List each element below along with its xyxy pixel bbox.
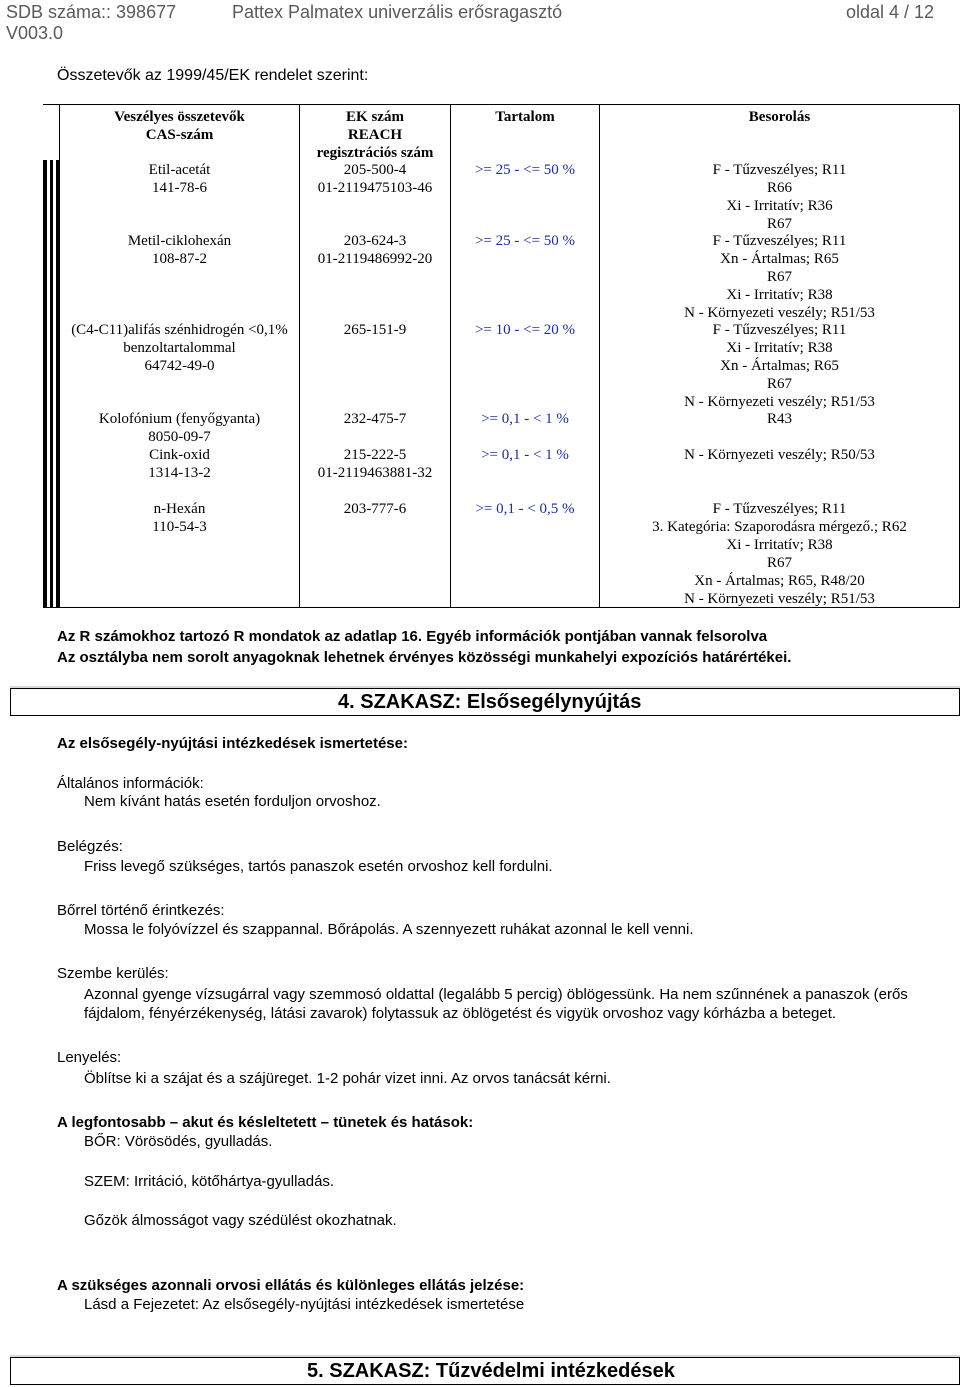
row-1-class bbox=[600, 161, 959, 233]
note-r-phrases: Az R számokhoz tartozó R mondatok az adatlap 16. Egyéb információk pontjában vannak felsorolva bbox=[57, 628, 768, 645]
eye-contact-text-2: fájdalom, fényérzékenység, látási zavarok) folytassuk az öblögetést és vigyük orvoshoz vagy kórházba a beteget. bbox=[84, 1005, 837, 1022]
row-4-ek bbox=[300, 410, 450, 428]
ingestion-label: Lenyelés: bbox=[57, 1049, 122, 1066]
cell-line: benzoltartalommal bbox=[123, 340, 236, 356]
row-6-ek bbox=[300, 500, 450, 518]
cell-line: 205-500-4 bbox=[343, 162, 407, 178]
cell-line: 203-624-3 bbox=[343, 233, 407, 249]
cell-line: F - Tűzveszélyes; R11 bbox=[712, 233, 847, 249]
cell-line: 203-777-6 bbox=[343, 501, 407, 517]
header-ek bbox=[300, 108, 450, 162]
cell-line: 141-78-6 bbox=[152, 180, 207, 196]
row-2-name bbox=[60, 232, 299, 268]
cell-line: Xi - Irritatív; R38 bbox=[726, 340, 833, 356]
row-5-ek bbox=[300, 446, 450, 482]
cell-line: N - Környezeti veszély; R50/53 bbox=[684, 447, 875, 463]
cell-line: 3. Kategória: Szaporodásra mérgező.; R62 bbox=[652, 519, 907, 535]
skin-contact-text: Mossa le folyóvízzel és szappannal. Bőrápolás. A szennyezett ruhákat azonnal le kell venni. bbox=[84, 921, 694, 938]
cell-line: F - Tűzveszélyes; R11 bbox=[712, 162, 847, 178]
cell-line: F - Tűzveszélyes; R11 bbox=[712, 501, 847, 517]
cell-line: 265-151-9 bbox=[343, 322, 407, 338]
row-5-class bbox=[600, 446, 959, 464]
cell-line: 1314-13-2 bbox=[148, 465, 211, 481]
row-2-ek bbox=[300, 232, 450, 268]
cell-line: (C4-C11)alifás szénhidrogén <0,1% bbox=[71, 322, 288, 338]
row-3-name bbox=[60, 321, 299, 375]
cell-line: 01-2119463881-32 bbox=[317, 465, 433, 481]
row-3-class bbox=[600, 321, 959, 411]
cell-line: R67 bbox=[766, 376, 792, 392]
section-4-title: 4. SZAKASZ: Elsősegélynyújtás bbox=[338, 691, 642, 713]
header-line: CAS-szám bbox=[145, 127, 214, 143]
cell-line: Cink-oxid bbox=[149, 447, 210, 463]
cell-line: Kolofónium (fenyőgyanta) bbox=[98, 411, 261, 427]
row-6-name bbox=[60, 500, 299, 536]
header-content bbox=[451, 108, 599, 126]
symptom-vapour: Gőzök álmosságot vagy szédülést okozhatnak. bbox=[84, 1212, 397, 1229]
cell-line: 110-54-3 bbox=[152, 519, 207, 535]
general-info-label: Általános információk: bbox=[57, 775, 204, 792]
row-5-name bbox=[60, 446, 299, 482]
cell-line: Xi - Irritatív; R36 bbox=[726, 198, 833, 214]
column-separator bbox=[450, 104, 451, 608]
header-line: Veszélyes összetevők bbox=[114, 109, 245, 125]
product-name: Pattex Palmatex univerzális erősragasztó bbox=[232, 2, 563, 22]
eye-contact-label: Szembe kerülés: bbox=[57, 965, 169, 982]
note-exposure: Az osztályba nem sorolt anyagoknak lehetnek érvényes közösségi munkahelyi expozíciós határértékei. bbox=[57, 649, 792, 666]
cell-line: 64742-49-0 bbox=[144, 358, 215, 374]
care-text: Lásd a Fejezetet: Az elsősegély-nyújtási intézkedések ismertetése bbox=[84, 1296, 525, 1313]
cell-line: R67 bbox=[766, 269, 792, 285]
header-line: regisztrációs szám bbox=[316, 145, 434, 161]
cell-line: R43 bbox=[766, 411, 792, 427]
cell-line: N - Környezeti veszély; R51/53 bbox=[684, 394, 875, 410]
ingestion-text: Öblítse ki a szájat és a szájüreget. 1-2 pohár vizet inni. Az orvos tanácsát kérni. bbox=[84, 1070, 611, 1087]
eye-contact-text-1: Azonnal gyenge vízsugárral vagy szemmosó oldattal (legalább 5 percig) öblögessünk. Ha nem szűnnének a panaszok (erős bbox=[84, 986, 908, 1003]
row-1-name bbox=[60, 161, 299, 197]
cell-line: R66 bbox=[766, 180, 792, 196]
cell-line: N - Környezeti veszély; R51/53 bbox=[684, 591, 875, 607]
table-left-bar bbox=[50, 160, 53, 608]
table-left-bar bbox=[43, 160, 47, 608]
cell-line: Metil-ciklohexán bbox=[127, 233, 232, 249]
skin-contact-label: Bőrrel történő érintkezés: bbox=[57, 902, 225, 919]
row-6-class bbox=[600, 500, 959, 608]
row-4-name bbox=[60, 410, 299, 446]
first-aid-subtitle: Az elsősegély-nyújtási intézkedések ismertetése: bbox=[57, 735, 408, 752]
cell-line: n-Hexán bbox=[153, 501, 206, 517]
cell-line: Etil-acetát bbox=[148, 162, 211, 178]
cell-line: 8050-09-7 bbox=[148, 429, 211, 445]
row-4-content: >= 0,1 - < 1 % bbox=[481, 411, 569, 427]
symptom-skin: BŐR: Vörösödés, gyulladás. bbox=[84, 1133, 273, 1150]
header-line: Tartalom bbox=[495, 109, 555, 125]
cell-line: Xn - Ártalmas; R65 bbox=[720, 358, 839, 374]
row-5-content: >= 0,1 - < 1 % bbox=[481, 447, 569, 463]
symptoms-title: A legfontosabb – akut és késleltetett – tünetek és hatások: bbox=[57, 1114, 474, 1131]
composition-title: Összetevők az 1999/45/EK rendelet szerint: bbox=[57, 67, 369, 84]
symptom-eye: SZEM: Irritáció, kötőhártya-gyulladás. bbox=[84, 1173, 335, 1190]
cell-line: Xi - Irritatív; R38 bbox=[726, 537, 833, 553]
header-hazardous bbox=[60, 108, 299, 144]
cell-line: 01-2119475103-46 bbox=[317, 180, 433, 196]
version: V003.0 bbox=[6, 23, 64, 43]
row-6-content: >= 0,1 - < 0,5 % bbox=[475, 501, 575, 517]
row-2-class bbox=[600, 232, 959, 322]
sdb-number: SDB száma:: 398677 bbox=[6, 2, 177, 22]
header-classification bbox=[600, 108, 959, 126]
row-4-class bbox=[600, 410, 959, 428]
cell-line: 215-222-5 bbox=[343, 447, 407, 463]
header-line: Besorolás bbox=[748, 109, 811, 125]
row-2-content: >= 25 - <= 50 % bbox=[474, 233, 576, 249]
table-border-top bbox=[43, 104, 960, 105]
cell-line: F - Tűzveszélyes; R11 bbox=[712, 322, 847, 338]
cell-line: 108-87-2 bbox=[152, 251, 207, 267]
cell-line: N - Környezeti veszély; R51/53 bbox=[684, 305, 875, 321]
cell-line: R67 bbox=[766, 555, 792, 571]
general-info-text: Nem kívánt hatás esetén forduljon orvoshoz. bbox=[84, 793, 381, 810]
row-3-content: >= 10 - <= 20 % bbox=[474, 322, 576, 338]
cell-line: R67 bbox=[766, 216, 792, 232]
inhalation-label: Belégzés: bbox=[57, 838, 123, 855]
cell-line: Xn - Ártalmas; R65 bbox=[720, 251, 839, 267]
page-header bbox=[0, 0, 960, 44]
inhalation-text: Friss levegő szükséges, tartós panaszok esetén orvoshoz kell fordulni. bbox=[84, 858, 553, 875]
cell-line: Xn - Ártalmas; R65, R48/20 bbox=[694, 573, 865, 589]
cell-line: 01-2119486992-20 bbox=[317, 251, 433, 267]
section-5-title: 5. SZAKASZ: Tűzvédelmi intézkedések bbox=[307, 1360, 675, 1382]
row-1-ek bbox=[300, 161, 450, 197]
header-line: EK szám bbox=[346, 109, 404, 125]
page-number: oldal 4 / 12 bbox=[846, 2, 935, 22]
cell-line: Xi - Irritatív; R38 bbox=[726, 287, 833, 303]
row-1-content: >= 25 - <= 50 % bbox=[474, 162, 576, 178]
care-title: A szükséges azonnali orvosi ellátás és különleges ellátás jelzése: bbox=[57, 1277, 525, 1294]
header-line: REACH bbox=[347, 127, 403, 143]
cell-line: 232-475-7 bbox=[343, 411, 407, 427]
row-3-ek bbox=[300, 321, 450, 339]
